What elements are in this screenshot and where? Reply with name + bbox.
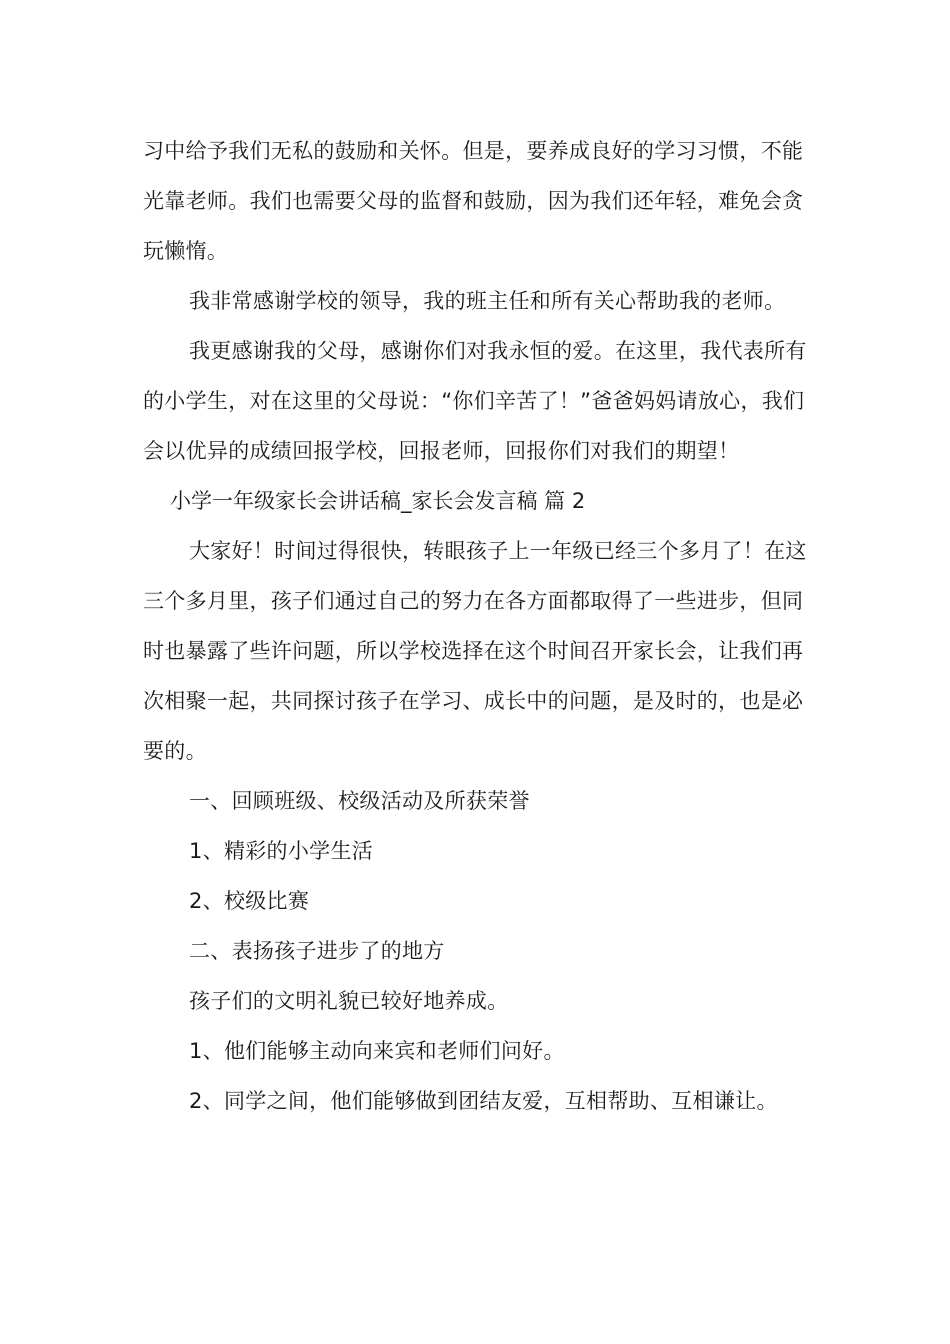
list-item-competitions: 2、校级比赛 [189, 889, 310, 913]
paragraph-continuation: 习中给予我们无私的鼓励和关怀。但是，要养成良好的学习习惯，不能光靠老师。我们也需要父母的监督和鼓励，因为我们还年轻，难免会贪玩懒惰。 [143, 139, 804, 263]
heading-praise-progress: 二、表扬孩子进步了的地方 [189, 939, 445, 963]
list-item-school-life: 1、精彩的小学生活 [189, 839, 374, 863]
section-title: 小学一年级家长会讲话稿_家长会发言稿 篇 2 [170, 489, 586, 513]
list-item-greet-guests: 1、他们能够主动向来宾和老师们问好。 [189, 1039, 565, 1063]
list-item-unity: 2、同学之间，他们能够做到团结友爱，互相帮助、互相谦让。 [189, 1089, 778, 1113]
document-body [143, 126, 823, 1126]
paragraph-thanks-school: 我非常感谢学校的领导，我的班主任和所有关心帮助我的老师。 [189, 289, 786, 313]
paragraph-thanks-parents: 我更感谢我的父母，感谢你们对我永恒的爱。在这里，我代表所有的小学生，对在这里的父母说：“你们辛苦了！”爸爸妈妈请放心，我们会以优异的成绩回报学校，回报老师，回报你们对我们的期望！ [143, 339, 807, 463]
paragraph-greeting: 大家好！时间过得很快，转眼孩子上一年级已经三个多月了！在这三个多月里，孩子们通过自己的努力在各方面都取得了一些进步，但同时也暴露了些许问题，所以学校选择在这个时间召开家长会，让我们再次相聚一起，共同探讨孩子在学习、成长中的问题，是及时的，也是必要的。 [143, 539, 807, 763]
paragraph-manners: 孩子们的文明礼貌已较好地养成。 [189, 989, 509, 1013]
heading-review-activities: 一、回顾班级、校级活动及所获荣誉 [189, 789, 530, 813]
